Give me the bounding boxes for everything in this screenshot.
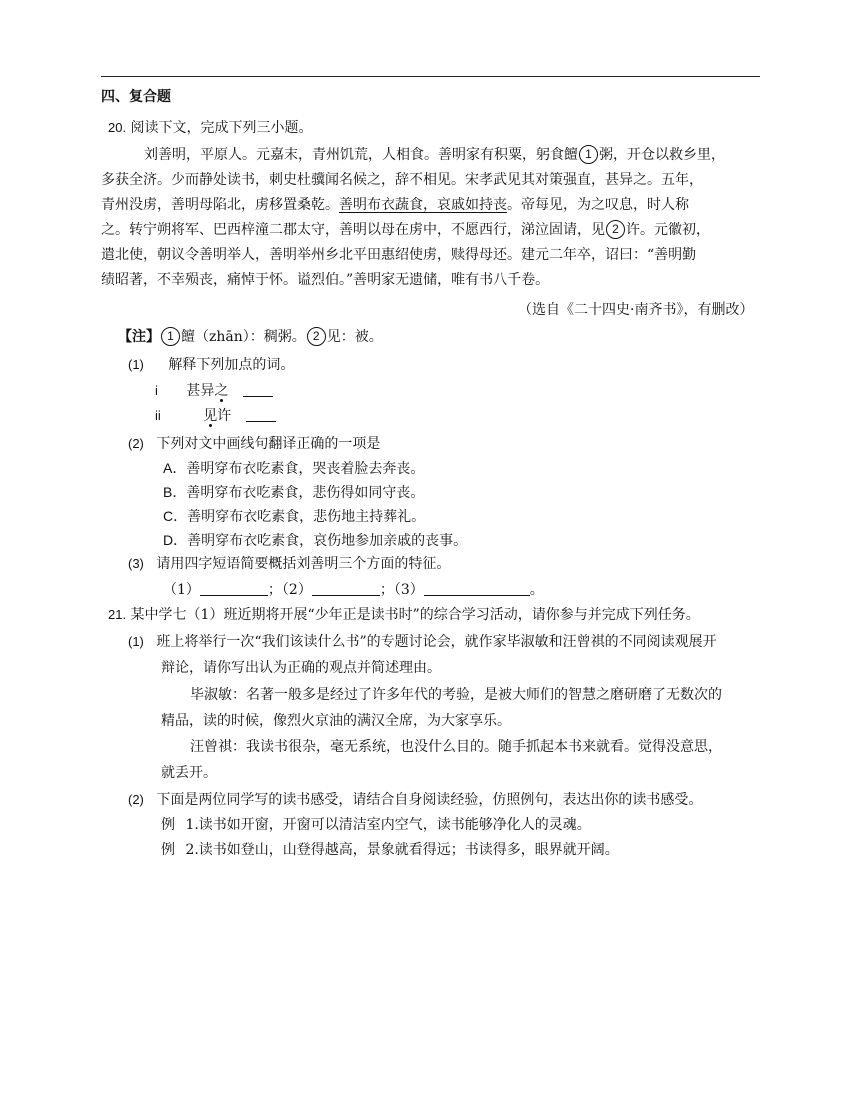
q21-sub2: [128, 788, 702, 812]
question-21-prompt: [108, 603, 700, 627]
question-21-number: 21.: [108, 607, 127, 622]
note-marker-1: 1: [579, 145, 598, 164]
blank-label-1: （1）: [163, 582, 200, 598]
item-label: i: [155, 383, 158, 398]
question-20-text: 阅读下文，完成下列三小题。: [130, 120, 313, 136]
example-2: [161, 838, 619, 862]
option-label: C．: [163, 508, 188, 524]
q20-sub1-item-ii: [155, 404, 276, 428]
q20-sub3: [128, 552, 450, 576]
note-marker-1: 1: [161, 327, 180, 346]
q21-sub1-line-2: 辩论，请你写出认为正确的观点并简述理由。: [161, 660, 441, 676]
passage-text: 青州没虏，善明母陷北，虏移置桑乾。: [101, 197, 339, 213]
example-text: 2.读书如登山，山登得越高，景象就看得远；书读得多，眼界就开阔。: [185, 842, 619, 858]
passage-line-4: [101, 218, 710, 242]
passage-line-6: 绩昭著，不幸殒丧，痛悼于怀。谥烈伯。”善明家无遗储，唯有书八千卷。: [101, 272, 550, 288]
quote-bi-line-2: 精品，读的时候，像烈火京油的满汉全席，为大家享乐。: [161, 713, 511, 729]
note-marker-2: 2: [307, 327, 326, 346]
q21-sub1: [128, 630, 717, 654]
passage-text: 许。元徽初，: [626, 222, 710, 238]
sub-text: 请用四字短语简要概括刘善明三个方面的特征。: [156, 556, 451, 572]
option-c[interactable]: [163, 504, 425, 529]
note-label: 【注】: [118, 329, 160, 345]
q20-sub1: [128, 353, 294, 377]
answer-blank-3[interactable]: [424, 581, 530, 596]
answer-blank-1[interactable]: [200, 581, 268, 596]
example-label: 例: [161, 842, 175, 858]
quote-bi-line-1: 毕淑敏：名著一般多是经过了许多年代的考验，是被大师们的智慧之磨研磨了无数次的: [190, 687, 722, 703]
sub-number: (1): [128, 634, 144, 649]
passage-text: 之。转宁朔将军、巴西梓潼二郡太守，善明以母在虏中，不愿西行，涕泣固请，见: [101, 222, 605, 238]
example-1: [161, 813, 591, 837]
note-text-2: 见：被。: [326, 329, 383, 345]
sub-text: 下列对文中画线句翻译正确的一项是: [156, 436, 381, 452]
answer-blank-2[interactable]: [312, 581, 380, 596]
question-20-prompt: [108, 116, 313, 140]
item-text: 甚异: [186, 383, 215, 399]
sub-number: (1): [128, 357, 144, 372]
passage-line-5: 遣北使，朝议令善明举人，善明举州乡北平田惠绍使虏，赎得母还。建元二年卒，诏曰：“善明勤: [101, 247, 697, 263]
dotted-word: 之: [214, 383, 229, 399]
option-text: 善明穿布衣吃素食，哀伤地参加亲戚的丧事。: [187, 533, 468, 549]
passage-line-3: [101, 193, 689, 217]
answer-blank[interactable]: [243, 382, 273, 397]
example-text: 1.读书如开窗，开窗可以清洁室内空气，读书能够净化人的灵魂。: [185, 817, 591, 833]
section-title: 四、复合题: [101, 89, 171, 105]
item-label: ii: [155, 408, 161, 423]
question-21-text: 某中学七（1）班近期将开展“少年正是读书时”的综合学习活动，请你参与并完成下列任务。: [130, 607, 700, 623]
blank-label-3: ；（3）: [379, 582, 424, 598]
option-text: 善明穿布衣吃素食，悲伤地主持葬礼。: [187, 509, 426, 525]
period: 。: [529, 582, 544, 598]
option-label: A．: [163, 460, 187, 476]
passage-text: 粥，开仓以救乡里，: [599, 147, 725, 163]
underlined-sentence: 善明布衣蔬食，哀戚如持丧: [339, 197, 507, 213]
top-divider: [101, 76, 760, 77]
option-a[interactable]: [163, 456, 424, 481]
dotted-word: 见: [203, 408, 218, 424]
answer-blank[interactable]: [246, 407, 276, 422]
option-b[interactable]: [163, 480, 424, 505]
item-text: 许: [217, 408, 232, 424]
note-text-1: 饘（zhān）：稠粥。: [181, 329, 306, 345]
option-label: B．: [163, 484, 187, 500]
option-text: 善明穿布衣吃素食，哭丧着脸去奔丧。: [186, 461, 425, 477]
blank-label-2: ；（2）: [267, 582, 312, 598]
option-label: D．: [163, 532, 188, 548]
passage-text: 。帝每见，为之叹息，时人称: [507, 197, 689, 213]
example-label: 例: [161, 817, 175, 833]
sub-number: (3): [128, 556, 144, 571]
note-line: [118, 325, 383, 349]
note-marker-2: 2: [606, 220, 625, 239]
question-20-number: 20.: [108, 120, 127, 135]
passage-line-1: [144, 143, 725, 167]
passage-line-2: 多获全济。少而静处读书，刺史杜骥闻名候之，辞不相见。宋孝武见其对策强直，甚异之。五年，: [101, 172, 703, 188]
q20-sub3-blanks: [163, 578, 544, 602]
sub-text: 解释下列加点的词。: [168, 357, 295, 373]
option-text: 善明穿布衣吃素食，悲伤得如同守丧。: [186, 485, 425, 501]
sub-number: (2): [128, 792, 144, 807]
q20-sub1-item-i: [155, 379, 273, 403]
quote-wang-line-1: 汪曾祺：我读书很杂，毫无系统，也没什么目的。随手抓起本书来就看。觉得没意思，: [190, 739, 722, 755]
quote-wang-line-2: 就丢开。: [161, 765, 217, 781]
passage-text: 刘善明，平原人。元嘉末，青州饥荒，人相食。善明家有积粟，躬食饘: [144, 147, 578, 163]
sub-number: (2): [128, 436, 144, 451]
sub-text: 班上将举行一次“我们该读什么书”的专题讨论会，就作家毕淑敏和汪曾祺的不同阅读观展开: [156, 634, 717, 650]
sub-text: 下面是两位同学写的读书感受，请结合自身阅读经验，仿照例句，表达出你的读书感受。: [156, 792, 703, 808]
option-d[interactable]: [163, 528, 467, 553]
q20-sub2: [128, 432, 380, 456]
passage-source: （选自《二十四史·南齐书》，有删改）: [518, 302, 754, 318]
